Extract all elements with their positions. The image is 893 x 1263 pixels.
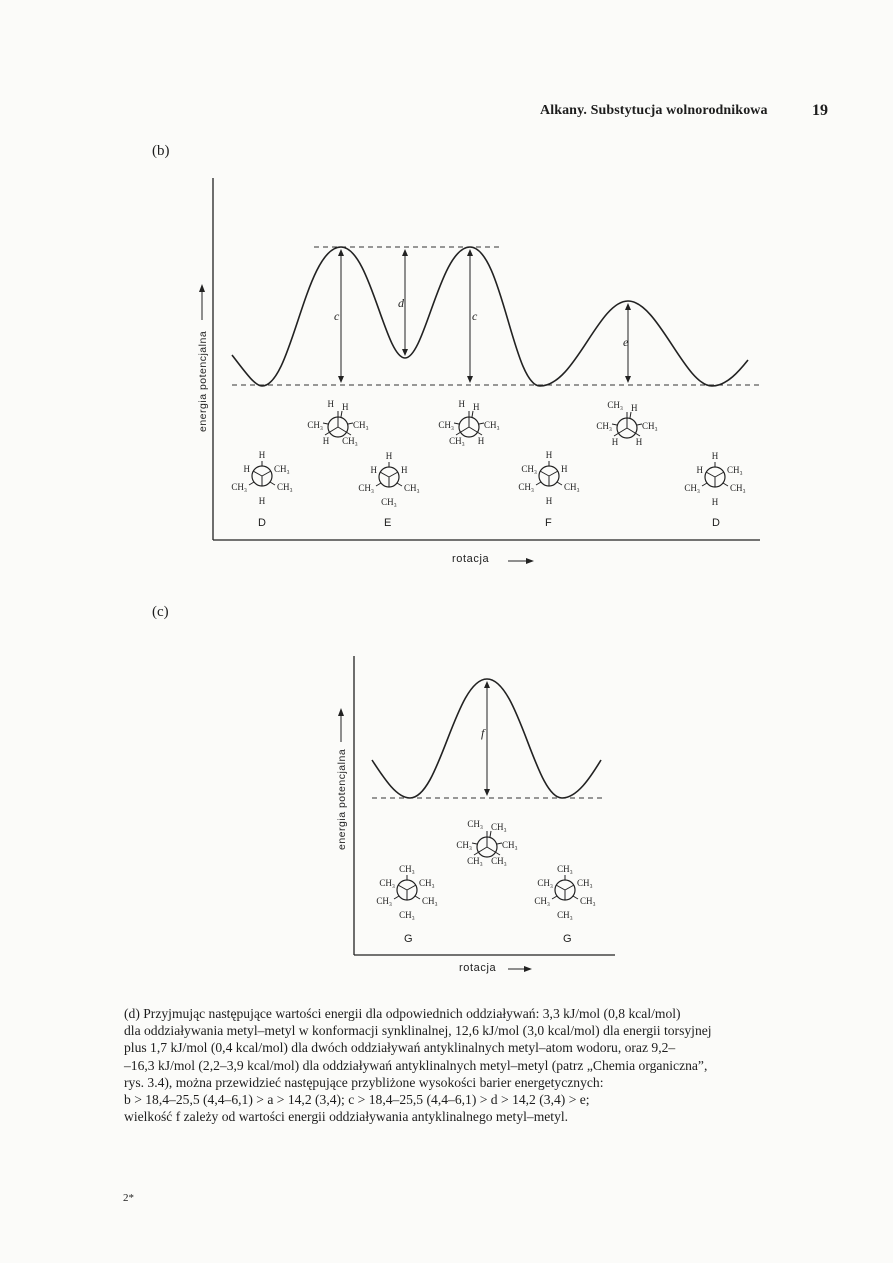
signature-mark: 2*	[123, 1192, 134, 1204]
substituent-label: H	[401, 465, 408, 475]
substituent-label: H	[258, 450, 266, 460]
page-number: 19	[812, 102, 828, 119]
substituent-label: CH₃	[521, 464, 537, 474]
paragraph-line: (d) Przyjmując następujące wartości energii dla odpowiednich oddziaływań: 3,3 kJ/mol (0,8 kcal/mol)	[124, 1006, 681, 1021]
panel-c-xlabel: rotacja	[459, 962, 497, 974]
substituent-label: CH₃	[484, 420, 500, 430]
substituent-label: CH₃	[596, 421, 612, 431]
substituent-label: CH₃	[399, 910, 415, 920]
substituent-label: CH₃	[456, 840, 472, 850]
newman-eclipsed	[456, 819, 517, 866]
substituent-label: H	[327, 399, 334, 409]
substituent-label: CH₃	[534, 896, 550, 906]
barrier-label-e: e	[623, 335, 629, 349]
substituent-label: CH₃	[307, 420, 323, 430]
substituent-label: CH₃	[730, 483, 746, 493]
conformer-label-g1: G	[404, 933, 413, 945]
barrier-label-c2: c	[472, 309, 478, 323]
substituent-label: H	[477, 436, 485, 446]
substituent-label: CH₃	[491, 856, 507, 866]
substituent-label: CH₃	[491, 822, 507, 832]
substituent-label: H	[545, 450, 553, 460]
substituent-label: CH₃	[419, 878, 435, 888]
panel-c-ylabel: energia potencjalna	[336, 748, 348, 850]
barrier-label-f: f	[481, 726, 485, 740]
substituent-label: H	[631, 403, 638, 413]
substituent-label: H	[711, 451, 719, 461]
running-header-title: Alkany. Substytucja wolnorodnikowa	[540, 103, 768, 118]
substituent-label: CH₃	[376, 896, 392, 906]
substituent-label: CH₃	[467, 856, 483, 866]
panel-c-label: (c)	[152, 604, 169, 620]
newman-staggered	[376, 864, 437, 920]
paragraph-line: wielkość f zależy od wartości energii oddziaływania antyklinalnego metyl–metyl.	[124, 1109, 569, 1125]
substituent-label: CH₃	[580, 896, 596, 906]
substituent-label: H	[370, 465, 377, 475]
substituent-label: H	[243, 464, 250, 474]
substituent-label: CH₃	[518, 482, 534, 492]
substituent-label: CH₃	[274, 464, 290, 474]
substituent-label: H	[711, 497, 719, 507]
substituent-label: H	[385, 451, 393, 461]
substituent-label: H	[473, 402, 480, 412]
substituent-label: CH₃	[577, 878, 593, 888]
panel-b-label: (b)	[152, 143, 170, 159]
substituent-label: CH₃	[353, 420, 369, 430]
substituent-label: CH₃	[449, 436, 465, 446]
paragraph-line: dla oddziaływania metyl–metyl w konformacji synklinalnej, 12,6 kJ/mol (3,0 kcal/mol) dla energii torsyjnej	[124, 1023, 712, 1039]
substituent-label: CH₃	[399, 864, 415, 874]
substituent-label: CH₃	[557, 910, 573, 920]
paragraph-line: plus 1,7 kJ/mol (0,4 kcal/mol) dla dwóch oddziaływań antyklinalnych metyl–atom wodoru, oraz 9,2–	[124, 1040, 676, 1056]
substituent-label: H	[458, 399, 465, 409]
paragraph-line: rys. 3.4), można przewidzieć następujące przybliżone wysokości barier energetycznych:	[124, 1074, 604, 1090]
panel-b-ylabel: energia potencjalna	[197, 330, 209, 432]
substituent-label: CH₃	[684, 483, 700, 493]
substituent-label: CH₃	[404, 483, 420, 493]
substituent-label: H	[322, 436, 330, 446]
substituent-label: H	[545, 496, 553, 506]
substituent-label: CH₃	[422, 896, 438, 906]
substituent-label: CH₃	[502, 840, 518, 850]
substituent-label: CH₃	[607, 400, 623, 410]
barrier-label-d: d	[398, 296, 404, 310]
substituent-label: CH₃	[342, 436, 358, 446]
substituent-label: CH₃	[358, 483, 374, 493]
substituent-label: H	[635, 437, 643, 447]
paragraph-d	[124, 1005, 834, 1125]
conformer-label-d2: D	[712, 517, 720, 529]
paragraph-line: b > 18,4–25,5 (4,4–6,1) > a > 14,2 (3,4); c > 18,4–25,5 (4,4–6,1) > d > 14,2 (3,4) > e;	[124, 1092, 590, 1108]
panel-b-xlabel: rotacja	[452, 553, 490, 565]
substituent-label: CH₃	[727, 465, 743, 475]
paragraph-line: –16,3 kJ/mol (2,2–3,9 kcal/mol) dla oddziaływań antyklinalnych metyl–metyl (patrz „Chemia organiczna”,	[124, 1057, 708, 1073]
substituent-label: CH₃	[438, 420, 454, 430]
conformer-label-d1: D	[258, 517, 266, 529]
substituent-label: CH₃	[381, 497, 397, 507]
barrier-label-c1: c	[334, 309, 340, 323]
substituent-label: H	[696, 465, 703, 475]
substituent-label: CH₃	[231, 482, 247, 492]
substituent-label: CH₃	[564, 482, 580, 492]
substituent-label: CH₃	[467, 819, 483, 829]
substituent-label: H	[611, 437, 619, 447]
substituent-label: CH₃	[642, 421, 658, 431]
substituent-label: CH₃	[537, 878, 553, 888]
newman-staggered	[534, 864, 595, 920]
substituent-label: H	[258, 496, 266, 506]
substituent-label: CH₃	[277, 482, 293, 492]
conformer-label-f: F	[545, 517, 552, 529]
substituent-label: H	[561, 464, 568, 474]
substituent-label: CH₃	[557, 864, 573, 874]
conformer-label-e: E	[384, 517, 392, 529]
conformer-label-g2: G	[563, 933, 572, 945]
substituent-label: H	[342, 402, 349, 412]
substituent-label: CH₃	[379, 878, 395, 888]
